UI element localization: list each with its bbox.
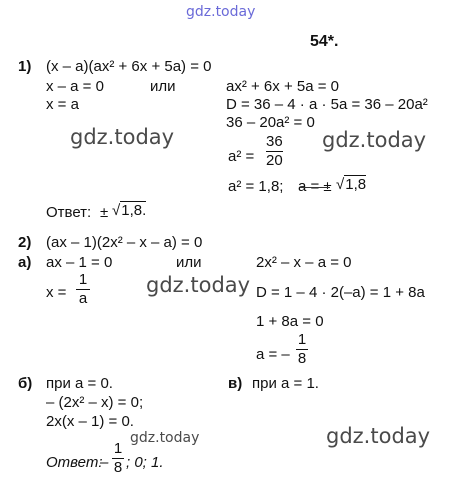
part1-condition: 36 – 20a² = 0 [226,114,315,131]
part1-answer-radical [112,202,146,219]
part1-fraction [266,134,283,169]
part1-number: 1) [18,58,32,75]
part2-v-text: при a = 1. [252,375,319,392]
part2-a-eq: a = – [256,346,290,363]
part2-x-eq: x = [46,284,67,301]
part1-result-a: a = ± [298,178,332,195]
part2-answer-fraction [112,441,124,476]
part2-right-equation: 2x² – x – a = 0 [256,254,352,271]
part2-equation: (ax – 1)(2x² – x – a) = 0 [46,234,203,251]
part1-left-solution: x = a [46,96,79,113]
part2-b-text: при a = 0. [46,375,113,392]
part2-number: 2) [18,234,32,251]
part1-answer-sign: ± [100,204,109,221]
fraction-numerator: 1 [78,271,88,288]
part2-b-label: б) [18,375,33,392]
part2-v-label: в) [228,375,243,392]
fraction-denominator: 20 [266,152,283,169]
fraction-denominator: a [78,290,88,307]
sqrt-icon: √ [112,202,121,219]
part2-answer-rest: ; 0; 1. [126,454,164,471]
watermark-5: gdz.today [326,424,431,448]
part2-a-label: а) [18,254,32,271]
part2-a-equation: ax – 1 = 0 [46,254,113,271]
part1-answer-label: Ответ: [46,204,92,221]
part2-x-fraction [76,272,90,307]
fraction-numerator: 1 [297,331,307,348]
part1-right-equation: ax² + 6x + 5a = 0 [226,78,339,95]
part1-equation: (x – a)(ax² + 6x + 5a) = 0 [46,58,212,75]
part1-or-word: или [150,78,176,95]
part2-a-fraction [296,332,308,367]
problem-number: 54*. [310,33,339,50]
part2-discriminant: D = 1 – 4 · 2(–a) = 1 + 8a [256,284,425,301]
watermark-top: gdz.today [186,4,256,20]
part2-or-word: или [176,254,202,271]
watermark-1: gdz.today [70,125,175,149]
part2-answer-minus: – [100,454,109,471]
part2-b-line3: 2x(x – 1) = 0. [46,413,134,430]
watermark-4: gdz.today [130,430,200,446]
strikethrough-mark [300,187,330,188]
watermark-2: gdz.today [322,128,427,152]
part1-result-prefix: a² = 1,8; [228,178,284,195]
answer-radicand: 1,8. [121,202,147,219]
part2-answer-label: Ответ: [46,454,103,471]
fraction-denominator: 8 [113,459,123,476]
part1-discriminant: D = 36 – 4 · a · 5a = 36 – 20a² [226,96,428,113]
part2-b-line2: – (2x² – x) = 0; [46,394,144,411]
part1-left-equation: x – a = 0 [46,78,104,95]
part1-result-radical [336,176,366,193]
fraction-denominator: 8 [297,350,307,367]
fraction-numerator: 36 [266,133,283,150]
part2-condition: 1 + 8a = 0 [256,313,324,330]
part1-a2-lhs: a² = [228,148,255,165]
sqrt-icon: √ [336,176,345,193]
watermark-3: gdz.today [146,273,251,297]
result-radicand: 1,8 [345,176,367,193]
fraction-numerator: 1 [113,440,123,457]
